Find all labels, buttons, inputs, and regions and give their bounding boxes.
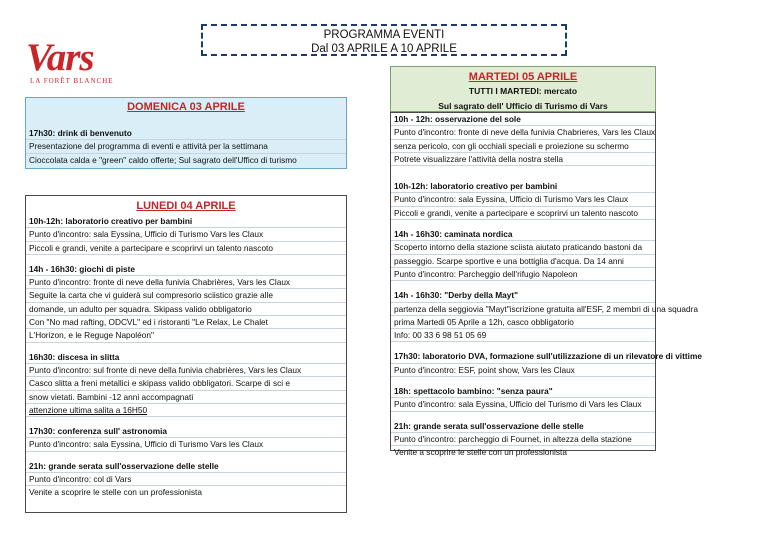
section-martedi [390,112,702,458]
martedi-line: Punto d'incontro: ESF, point show, Vars les Claux [391,364,655,377]
martedi-line: Piccoli e grandi, venite a partecipare e scoprirvi un talento nascoto [391,207,655,220]
martedi-line: 10h-12h: laboratorio creativo per bambini [391,180,655,193]
martedi-line: 18h: spettacolo bambino: "senza paura" [391,385,655,398]
lunedi-line: Venite a scoprire le stelle con un professionista [29,487,202,498]
martedi-line: Info: 00 33 6 98 51 05 69 [391,329,655,342]
section-domenica [25,97,347,169]
program-dates: Dal 03 APRILE A 10 APRILE [311,43,457,55]
lunedi-line: 21h: grande serata sull'osservazione delle stelle [26,460,346,473]
lunedi-line: snow vietati. Bambini -12 anni accompagnati [26,391,346,404]
program-title: PROGRAMMA EVENTI [323,29,445,41]
lunedi-line: Punto d'incontro: sala Eyssina, Ufficio di Turismo Vars les Claux [26,438,346,451]
martedi-line: prima Martedi 05 Aprile a 12h, casco obbligatorio [391,316,655,329]
lunedi-line: 10h-12h: laboratorio creativo per bambini [26,215,346,228]
martedi-line: Punto d'incontro: parcheggio di Fournet, in altezza della stazione [391,433,655,446]
domenica-line: Cioccolata calda e "green" caldo offerte; Sul sagrato dell'Uffico di turismo [29,154,297,165]
lunedi-line: 17h30: conferenza sull' astronomia [26,425,346,438]
martedi-market-place: Sul sagrato dell' Ufficio di Turismo di Vars [438,101,608,111]
martedi-line: 14h - 16h30: "Derby della Mayt" [391,289,655,302]
lunedi-line: 16h30: discesa in slitta [26,351,346,364]
lunedi-line: Punto d'incontro: fronte di neve della funivia Chabrières, Vars les Claux [26,276,346,289]
section-martedi-header [390,66,656,112]
section-lunedi [25,195,347,513]
martedi-line: Punto d'incontro: fronte di neve della funivia Chabrieres, Vars les Claux [391,126,655,139]
lunedi-line: Punto d'incontro: col di Vars [26,473,346,486]
logo-tagline: LA FORÊT BLANCHE [30,77,114,85]
lunedi-line: Punto d'incontro: sala Eyssina, Ufficio di Turismo Vars les Claux [26,228,346,241]
martedi-line: Scoperto intorno della stazione sciista aiutato praticando bastoni da [391,241,655,254]
vars-logo [26,38,112,94]
lunedi-line: Piccoli e grandi, venite a partecipare e scoprirvi un talento nascoto [26,242,346,255]
martedi-line: 14h - 16h30: caminata nordica [391,228,655,241]
lunedi-line: Con "No mad rafting, ODCVL" ed i ristoranti "Le Relax, Le Chalet [26,316,346,329]
martedi-line: passeggio. Scarpe sportive e una bottiglia d'acqua. Da 14 anni [391,255,655,268]
martedi-line: Potrete visualizzare l'attività della nostra stella [391,153,655,166]
lunedi-line: Casco slitta a freni metallici e skipass valido obbligatori. Scarpe di sci e [26,377,346,390]
martedi-line: Venite a scoprire le stelle con un professionista [394,447,567,458]
lunedi-line: attenzione ultima salita a 16H50 [26,404,346,417]
martedi-line: 21h: grande serata sull'osservazione delle stelle [391,420,655,433]
lunedi-line: L'Horizon, e le Reguge Napoléon" [26,329,346,342]
martedi-line: senza pericolo, con gli occhiali speciali e proiezione su schermo [391,140,655,153]
martedi-market-title: TUTTI I MARTEDI: mercato [468,86,578,96]
martedi-line: partenza della seggiovia "Mayt"iscrizione gratuita all'ESF, 2 membri di una squadra [391,303,655,316]
domenica-line: 17h30: drink di benvenuto [26,127,346,140]
domenica-line: Presentazione del programma di eventi e attività per la settimana [26,140,346,153]
martedi-line: Punto d'incontro: sala Eyssina, Ufficio di Turismo Vars les Claux [391,193,655,206]
martedi-title: MARTEDI 05 APRILE [468,71,578,83]
lunedi-title: LUNEDI 04 APRILE [136,200,236,212]
lunedi-line: Seguite la carta che vi guiderà sul compresorio sciistico grazie alle [26,289,346,302]
lunedi-line: domande, un adulto per squadra. Skipass valido obbligatorio [26,303,346,316]
martedi-line: Punto d'incontro: sala Eyssina, Ufficio del Turismo di Vars les Claux [391,398,655,411]
martedi-line: Punto d'incontro: Parcheggio dell'rifugio Napoleon [391,268,655,281]
lunedi-line: Punto d'incontro: sul fronte di neve della funivia chabrières, Vars les Claux [26,364,346,377]
lunedi-line: 14h - 16h30: giochi di piste [26,263,346,276]
martedi-line: 10h - 12h: osservazione del sole [391,113,655,126]
program-title-box [201,24,567,56]
logo-wordmark: Vars [26,36,94,79]
domenica-title: DOMENICA 03 APRILE [127,101,245,113]
martedi-line: 17h30: laboratorio DVA, formazione sull'utilizzazione di un rilevatore di vittime [391,350,655,363]
